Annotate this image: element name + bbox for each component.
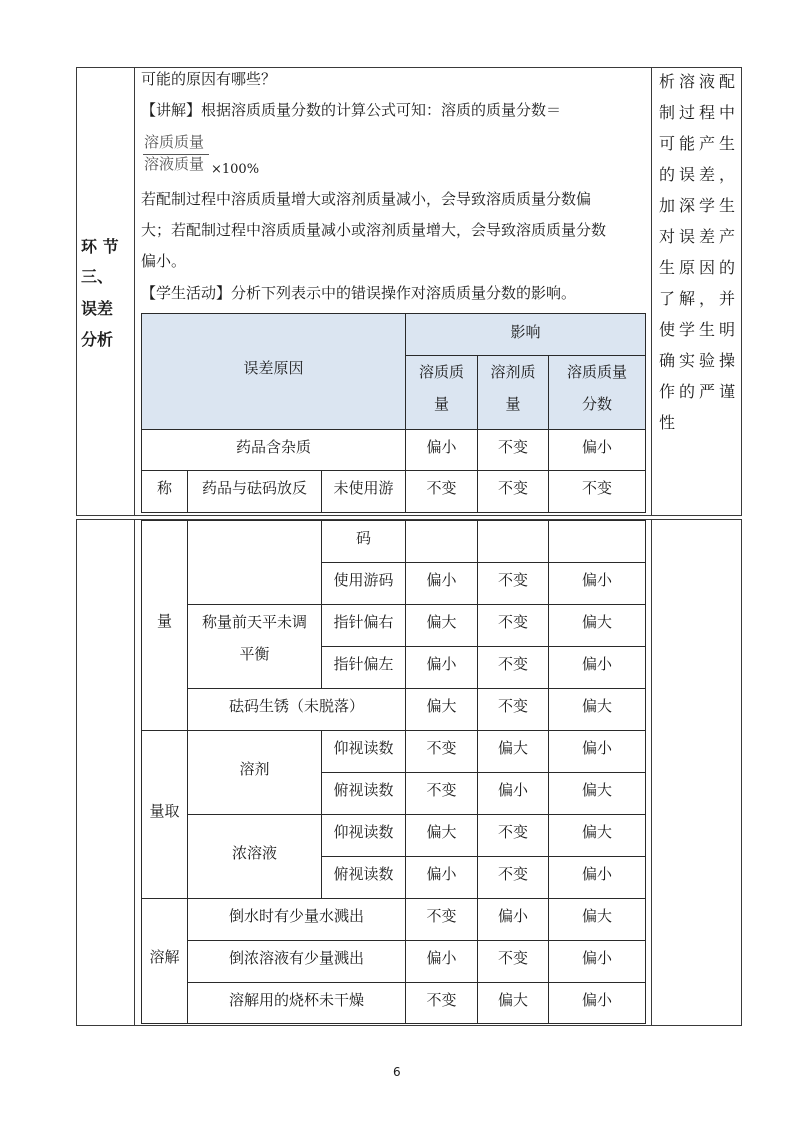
para-line-1: 若配制过程中溶质质量增大或溶剂质量减小，会导致溶质质量分数偏 [141, 190, 592, 208]
explain-prefix: 【讲解】 [141, 101, 202, 119]
sub-unbalanced [188, 606, 321, 670]
side-note-line: 加深学生 [659, 196, 740, 215]
op-cell: 使用游码 [333, 570, 394, 589]
section-label-line1: 环 节 [81, 237, 119, 256]
side-note-line: 可能产生 [659, 134, 740, 153]
row-reversed-sub: 药品与砝码放反 [201, 478, 307, 497]
v2-cell: 不变 [497, 948, 528, 967]
v3-cell: 偏小 [581, 990, 612, 1009]
v3-cell: 偏小 [581, 864, 612, 883]
side-note-line: 作的严谨 [659, 382, 740, 401]
v3-cell: 偏大 [581, 906, 612, 925]
v2-cell: 偏大 [497, 990, 528, 1009]
section-label-line3: 误差 [81, 299, 114, 318]
v2-cell: 不变 [497, 612, 528, 631]
outer-top-col2-border [651, 67, 652, 516]
cat-measure: 量取 [149, 802, 180, 820]
section-label-line2: 三、 [81, 267, 114, 286]
side-note-line: 析溶液配 [659, 72, 740, 91]
side-note-line: 确实验操 [659, 351, 740, 370]
v1-cell: 偏小 [426, 654, 457, 673]
sub-unbalanced-l1: 称量前天平未调 [201, 613, 307, 631]
row-weigh-cat: 称 [156, 478, 172, 497]
explain-text: 根据溶质质量分数的计算公式可知：溶质的质量分数＝ [201, 101, 562, 119]
header-col-solute-l2: 量 [433, 395, 449, 413]
v3-cell: 偏大 [581, 780, 612, 799]
outer-bottom-col1-border [134, 519, 135, 1026]
outer-bottom-bottom-border [76, 1025, 742, 1026]
v1-cell: 偏大 [426, 612, 457, 631]
outer-bottom-right-border [741, 519, 742, 1026]
v3-cell: 偏小 [581, 738, 612, 757]
v2-cell: 不变 [497, 822, 528, 841]
v2-cell: 偏小 [497, 780, 528, 799]
outer-top-bottom-border [76, 515, 742, 516]
header-col-solute [406, 356, 477, 420]
outer-top-col1-border [134, 67, 135, 516]
section-label-line4: 分析 [81, 330, 114, 349]
header-col-fraction-l1: 溶质质量 [566, 363, 627, 381]
row-reversed-op: 未使用游 [333, 478, 394, 497]
outer-top-right-border [741, 67, 742, 516]
header-cause: 误差原因 [243, 359, 304, 377]
content-question-line: 可能的原因有哪些？ [141, 70, 277, 88]
header-effect: 影响 [510, 322, 541, 341]
v1-cell: 偏小 [426, 864, 457, 883]
outer-bottom-col2-border [651, 519, 652, 1026]
side-note-line: 制过程中 [659, 103, 740, 122]
op-cell: 仰视读数 [333, 822, 394, 841]
header-col-solvent [478, 356, 548, 420]
v2-cell: 不变 [497, 696, 528, 715]
op-cell: 溶解用的烧杯未干燥 [228, 990, 364, 1009]
btable-bottom-border [141, 1023, 646, 1024]
header-col-solute-l1: 溶质质 [418, 363, 464, 381]
op-cell: 倒水时有少量水溅出 [228, 906, 364, 925]
row-impurity-v2: 不变 [497, 437, 528, 456]
sub-conc: 浓溶液 [231, 844, 277, 862]
v1-cell: 不变 [426, 990, 457, 1009]
v3-cell: 偏大 [581, 696, 612, 715]
row-reversed-v1: 不变 [426, 478, 457, 497]
op-cell: 指针偏左 [333, 654, 394, 673]
op-cell: 俯视读数 [333, 780, 394, 799]
op-cell: 砝码生锈（未脱落） [228, 696, 364, 715]
v1-cell: 偏小 [426, 948, 457, 967]
para-line-2: 大；若配制过程中溶质质量减小或溶剂质量增大，会导致溶质质量分数 [141, 221, 607, 239]
op-cont: 码 [355, 528, 371, 547]
sub-unbalanced-l2: 平衡 [239, 645, 270, 663]
v1-cell: 不变 [426, 780, 457, 799]
v2-cell: 不变 [497, 654, 528, 673]
activity-prefix: 【学生活动】 [141, 284, 232, 302]
v1-cell: 不变 [426, 906, 457, 925]
op-cell: 指针偏右 [333, 612, 394, 631]
sub-solvent: 溶剂 [239, 760, 270, 778]
header-col-fraction-l2: 分数 [581, 395, 612, 413]
para-line-3: 偏小。 [141, 252, 187, 270]
outer-bottom-left-border [76, 519, 77, 1026]
v3-cell: 偏小 [581, 570, 612, 589]
row-reversed-v2: 不变 [497, 478, 528, 497]
v2-cell: 不变 [497, 570, 528, 589]
v1-cell: 偏大 [426, 822, 457, 841]
v1-cell: 偏大 [426, 696, 457, 715]
row-impurity-v1: 偏小 [426, 437, 457, 456]
fraction-times: ×100% [211, 162, 260, 177]
side-note-line: 对误差产 [659, 227, 740, 246]
v1-cell: 偏小 [426, 570, 457, 589]
outer-top-border [76, 67, 742, 68]
fraction-numerator: 溶质质量 [144, 133, 205, 151]
header-col-solvent-l1: 溶剂质 [490, 363, 536, 381]
activity-text: 分析下列表示中的错误操作对溶质质量分数的影响。 [231, 284, 577, 302]
v2-cell: 偏小 [497, 906, 528, 925]
row-reversed-v3: 不变 [581, 478, 612, 497]
content-explain-line [141, 100, 561, 120]
op-cell: 仰视读数 [333, 738, 394, 757]
v3-cell: 偏小 [581, 654, 612, 673]
btable-right-border [645, 520, 646, 1024]
op-cell: 俯视读数 [333, 864, 394, 883]
side-note-line: 了解，并 [659, 289, 740, 308]
cat-weigh: 量 [156, 612, 172, 630]
row-impurity-cause: 药品含杂质 [235, 437, 311, 456]
fraction-denominator: 溶液质量 [144, 155, 205, 173]
side-note-line: 生原因的 [659, 258, 740, 277]
side-note-line: 的误差， [659, 165, 740, 184]
side-note-line: 使学生明 [659, 320, 740, 339]
table-top-bottom-border [141, 512, 646, 513]
v3-cell: 偏大 [581, 612, 612, 631]
side-note-line: 性 [659, 413, 680, 432]
v1-cell: 不变 [426, 738, 457, 757]
v3-cell: 偏小 [581, 948, 612, 967]
op-cell: 倒浓溶液有少量溅出 [228, 948, 364, 967]
activity-line [141, 283, 576, 303]
v3-cell: 偏大 [581, 822, 612, 841]
header-col-fraction [549, 356, 645, 420]
v2-cell: 偏大 [497, 738, 528, 757]
header-col-solvent-l2: 量 [505, 395, 521, 413]
page-number: 6 [393, 1065, 401, 1079]
outer-top-left-border [76, 67, 77, 516]
table-right-border [645, 313, 646, 513]
row-impurity-v3: 偏小 [581, 437, 612, 456]
v2-cell: 不变 [497, 864, 528, 883]
cat-dissolve: 溶解 [149, 948, 180, 966]
